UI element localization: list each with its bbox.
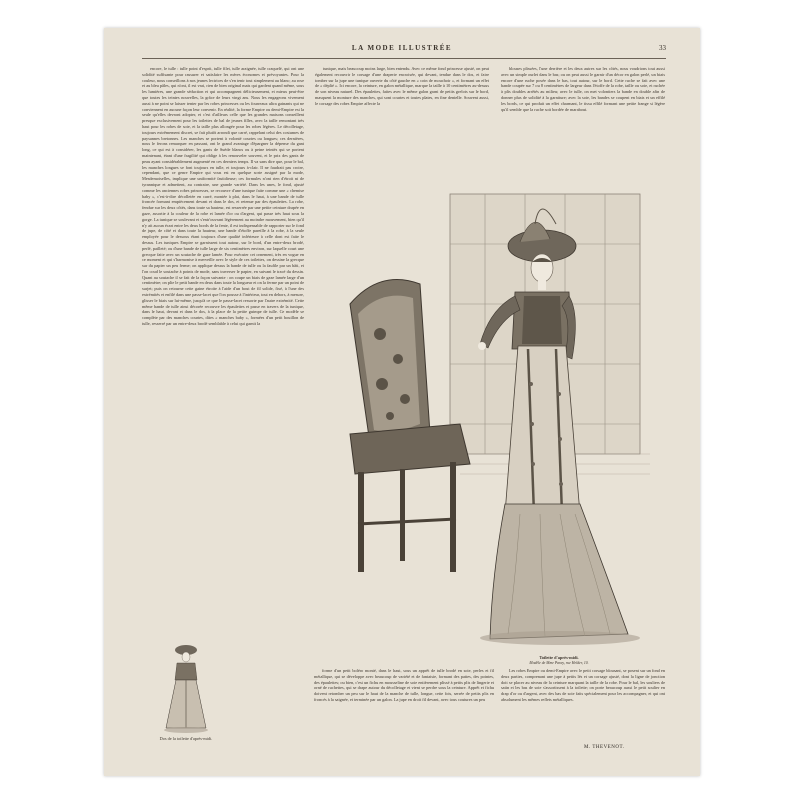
author-signature: M. THEVENOT. (584, 745, 625, 750)
running-header (104, 44, 700, 58)
right-column-paragraph: blouses plissées, l'une derrière et les deux autres sur les côtés, nous voudrions tout aussi avec un simple ourlet dans le bas; ou on peut aussi le garnir d'un décor en galon perlé, un biais encore d'une ruche posée dans le bas, tout autour, sur le bord. Cette ruche se fait avec une bande coupée sur 7 ou 8 centimètres de largeur dans l'étoffe de la robe, taille ou soie, et ruchée à plis doubles arrêtés au milieu; avec le tulle, on met volontiers la bande en double afin de donner plus de solidité à la garniture; avec la soie, les bandes se coupent en biais et un effilé les bords, ce qui produit un effet charmant, le tissu effilé formant une petite frange si légère qu'il semble que la ruche soit bordée de marabout. (501, 66, 665, 112)
magazine-title: LA MODE ILLUSTRÉE (351, 44, 453, 52)
page-number: 33 (659, 44, 666, 52)
main-illustration (310, 184, 668, 654)
right-column-top-text (501, 66, 665, 186)
right-column-bottom-text (501, 668, 665, 740)
header-rule (142, 58, 666, 59)
middle-column-bottom-text (314, 668, 494, 768)
middle-column-paragraph: tunique, mais beaucoup moins large, bien entendu. Avec ce même fond princesse ajusté, on peut également recouvrir le corsage d'une draperie encroisée, qui devant, tendue dans le dos, et faire tomber sur la jupe une tunique ouverte du côté gauche en « coin de mouchoir », et formant un effet de « déplié ». Ici encore, la ceinture, en galon métallique, marque la taille à 10 centimètres au-dessus de son niveau naturel. Des épaulettes, faites avec le même galon garni de petits grelots sur le bord, masquent la monture des manches, qui sont courtes et toutes plates, en fine dentelle. Souvent aussi, le corsage des robes Empire affecte la (315, 66, 489, 106)
left-column-paragraph: encore, le tulle : tulle point d'esprit, tulle filet, tulle araignée, tulle craquelé, qui ont une solidité suffisante pour rassurer et satisfaire les mères économes et prévoyantes. Pour la couleur, nous conseillons à nos jeunes lectrices de s'en tenir tout simplement au blanc; au rose et au bleu pâles, qui n'ont, il est vrai, rien de bien original mais qui gardent quand même, sous les lumières, une grande séduction et qui accompagnent délicieusement, et mieux peut-être que toutes les teintes nouvelles, la grâce de leurs vingt ans. Nous les engageons vivement aussi à ne point se laisser tenter par les robes princesses ou les fourreaux ultra gainants qui ne conviennent en aucune façon leur convenir. En réalité, la forme Empire ou demi-Empire est la seule qu'elles devront adopter, et c'est d'ailleurs celle que les grandes maisons conseillent presque exclusivement pour les toilettes de bal de jeunes filles, avec la taille remontant très haut pour les robes de soie, et la taille plus allongée pour les robes légères. Le décolletage, toujours extrêmement discret, se fait plutôt arrondi que carré, rappelant celui des costumes de paysannes bretonnes. Les manches se portent à volonté courtes ou longues; ces dernières, nous le ferons remarquer en passant, ont le grand avantage d'épargner la dépense du gant long, ce qui est à considérer, les gants de Suède blancs ou à peine teintés qui se portent maintenant, étant d'une fragilité qui oblige à les renouveler souvent, et le prix des gants de peau ayant considérablement augmenté en ces derniers temps. Il va sans dire que, pour le bal, les manches longues se font toujours en tulle, et toujours à-clair. Il ne faudrait pas croire, cependant, que ce genre Empire qui vous est en quelque sorte assigné par la mode, Mesdemoiselles, implique une uniformité fastidieuse; ces formules n'ont rien d'étroit ni de tyrannique et admettent, au contraire, une grande variété. Dans les unes, le fond, ajusté comme les anciennes robes princesses, se recouvre d'une tunique faite comme une « chemise baby », c'est-à-dire décolletée en carré, montée à plat, dans le haut, à une bande de tulle froncée formant empiècement devant et dans le dos, et retenue par des épaulettes. La robe, fendue sur les deux côtés, dans toute sa hauteur, est resserrée par une petite ceinture drapée en gaze, assortie à la couleur de la robe et lamée d'or ou d'argent, qui passe très haut sous la gorge. La tunique se soulevant et s'entr'ouvrant légèrement au moindre mouvement, bien qu'il n'y ait aucun écart entre les deux bords de la fente, il est indispensable de rapporter sur le fond de jupe, de côté et dans toute la hauteur, une bande d'étoffe pareille à la robe, à la seule employée pour le dessous étant toujours d'une qualité inférieure à celle dont est faite le dessus. Les tuniques Empire se garnissent tout autour, sur le bord, d'un entre-deux brodé, perlé, pailleté; ou d'une bande de tulle large de six centimètres environ, sur laquelle court une grecque faite avec un soutache de gaze lamée. Pour exécuter cet ornement, très en vogue en ce moment et qui s'harmonise à merveille avec le style de ces toilettes, on dessine la grecque sur du papier un peu ferme; on applique dessus la bande de tulle ou la faufile par un bâti, et l'on coud le soutache à points de mode, sans traverser le papier, en suivant le tracé du dessin. Quant au soutache il se fait de la façon suivante : on coupe un biais de gaze lamée large d'un centimètre; on plie le petit bande en deux dans toute la longueur et on la ferme par un point de surjet; puis on retourne cette gaine étroite à l'aide d'un bout de fil solide, fixé, à l'une des extrémités et enfilé dans une passe-lacet que l'on pousse à l'intérieur, tout en dehors, à mesure, glisser le biais sur lui-même, jusqu'à ce que le passe-lacet ressorte par l'autre extrémité. Cette même bande de tulle ainsi décorée recouvre les épaulettes et passe en travers de la tunique, dans le haut, devant et dans le dos, à la place de la petite guimpe de tulle. Ce modèle se complète par des manches courtes, dites « manches baby », formées d'un petit bouillon de tulle, resserré par un entre-deux brodé semblable à celui qui garnit la (142, 66, 304, 327)
caption-title: Toilette d'après-midi. (539, 655, 579, 660)
back-view-caption: Dos de la toilette d'après-midi. (159, 736, 213, 741)
middle-column-top-text (315, 66, 489, 186)
back-view-illustration (150, 640, 222, 736)
left-column-text (142, 66, 304, 634)
middle-bottom-paragraph: forme d'un petit boléro monté, dans le haut, sous un apprêt de tulle brodé en soie, perles et fil métallique, qui se développe avec beaucoup de variété et de fantaisie, formant des pattes, des pointes, des épaulettes; ou bien, c'est un fichu en mousseline de soie entièrement plissé à petits plis de lingerie et orné de ruchettes, qui se drape autour du décolletage et vient se perdre sous la ceinture. Apprêt et fichu doivent retomber un peu sur le haut de la manche de tulle, longue, cette fois, serrée de petits plis en froncés à la saignée, et terminée par un galon. La jupe en droit fil devant, avec tous coutures un peu (314, 668, 494, 702)
caption-credit: Modèle de Mme Paray, rue Helder, 10. (529, 660, 589, 665)
magazine-page (104, 28, 700, 776)
main-figure-caption (514, 655, 604, 666)
right-bottom-paragraph: Les robes Empire ou demi-Empire avec le petit corsage blousant, se posent sur un fond en deux parties, comprenant une jupe à petits lés et un corsage ajusté, dont la ligne de jonction doit se placer au niveau de la ceinture marquant la taille de la robe. Pour le bal, les souliers de satin et les bas de soie s'assortissent à la toilette; on porte beaucoup aussi le petit soulier en drap d'or ou d'argent, avec des bas de soie faits spécialement pour les accompagner, et qui ont absolument les mêmes reflets métalliques. (501, 668, 665, 702)
